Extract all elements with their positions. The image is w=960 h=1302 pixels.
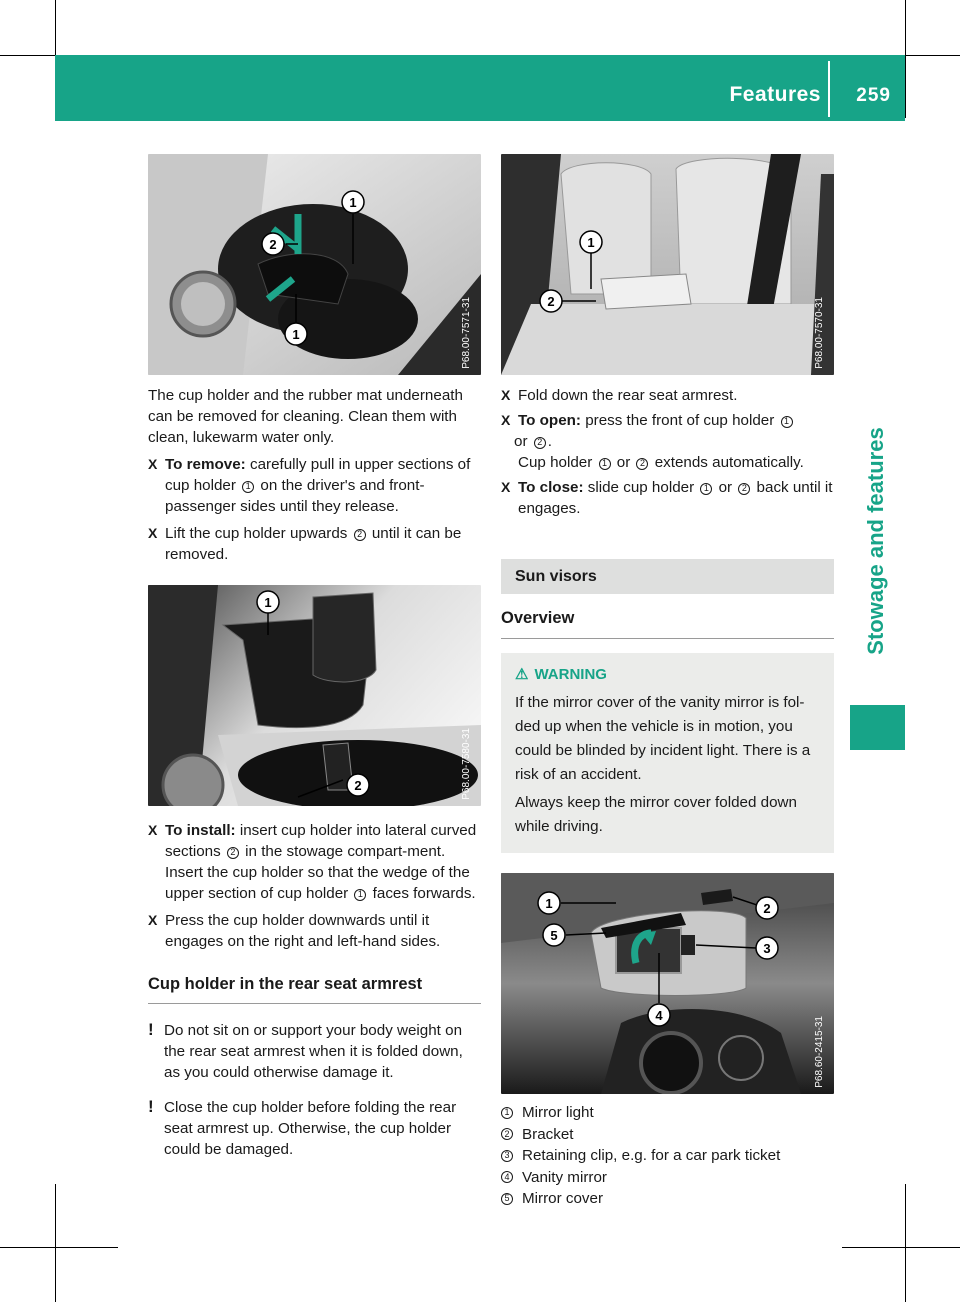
callout-2: 2 [763, 901, 771, 916]
callout-2: 2 [547, 294, 555, 309]
section-heading: Cup holder in the rear seat armrest [148, 974, 481, 1004]
note-armrest: ! Do not sit on or support your body weight on the rear seat armrest when it is folded down, as you could otherwise damage it. [148, 1020, 463, 1081]
sun-visor-illustration [501, 873, 834, 1094]
legend-number: 5 [501, 1193, 513, 1205]
callout-ref-2: 2 [636, 458, 648, 470]
legend-label: Retaining clip, e.g. for a car park ticket [522, 1147, 781, 1165]
step-arrow-icon: X [501, 412, 511, 428]
callout-ref-2: 2 [738, 483, 750, 495]
figure-code: P68.00-7580-31 [461, 728, 472, 800]
legend-label: Mirror light [522, 1104, 594, 1122]
callout-5: 5 [550, 928, 558, 943]
step-fold: X Fold down the rear seat armrest. [501, 387, 738, 404]
callout-ref-1: 1 [354, 889, 366, 901]
legend-item [501, 1167, 834, 1189]
crop-mark [905, 0, 906, 118]
warning-text: If the mirror cover of the vanity mirror is fol-ded up when the vehicle is in motion, you could be blinded by incident light. There is a risk of an accident. [515, 694, 811, 783]
warning-title: ⚠ WARNING [515, 663, 820, 687]
step-arrow-icon: X [148, 912, 158, 928]
legend-label: Vanity mirror [522, 1168, 607, 1186]
callout-3: 3 [763, 941, 771, 956]
callout-ref-1: 1 [242, 481, 254, 493]
note-close: ! Close the cup holder before folding the rear seat armrest up. Otherwise, the cup holder could be damaged. [148, 1097, 457, 1158]
step-arrow-icon: X [148, 525, 158, 541]
figure-legend [501, 1102, 834, 1210]
step-label: To remove: [165, 456, 246, 473]
notice-icon: ! [148, 1097, 154, 1116]
warning-text: Always keep the mirror cover folded down while driving. [515, 794, 797, 835]
crop-mark [842, 1247, 960, 1248]
callout-ref-1: 1 [700, 483, 712, 495]
cup-holder-install-illustration [148, 585, 481, 806]
step-arrow-icon: X [501, 387, 511, 403]
warning-triangle-icon: ⚠ [515, 666, 529, 683]
legend-label: Bracket [522, 1125, 574, 1143]
step-lift: X Lift the cup holder upwards 2 until it can be removed. [148, 525, 462, 563]
subsection-title: Overview [501, 608, 834, 639]
cup-holder-removal-illustration [148, 154, 481, 375]
legend-item [501, 1102, 834, 1124]
legend-label: Mirror cover [522, 1190, 604, 1208]
step-remove: X To remove: carefully pull in upper sections of cup holder 1 on the driver's and front-passenger sides until they release. [148, 456, 471, 515]
crop-mark [55, 1184, 56, 1302]
callout-1: 1 [264, 595, 272, 610]
chapter-title: Features [729, 83, 821, 106]
legend-item [501, 1145, 834, 1167]
step-install: X To install: insert cup holder into lateral curved sections 2 in the stowage compart-ment. Insert the cup holder so that the wedge of the upper section of cup holder 1 faces forwards. [148, 822, 477, 902]
step-label: To install: [165, 822, 236, 839]
step-arrow-icon: X [148, 822, 158, 838]
callout-ref-2: 2 [354, 529, 366, 541]
legend-number: 2 [501, 1128, 513, 1140]
step-arrow-icon: X [501, 479, 511, 495]
rear-armrest-illustration [501, 154, 834, 375]
side-tab [848, 121, 905, 701]
notice-icon: ! [148, 1020, 154, 1039]
callout-4: 4 [655, 1008, 663, 1023]
figure-cup-holder-install [148, 585, 481, 806]
figure-code: P68.00-7570-31 [814, 297, 825, 369]
warning-box [501, 653, 834, 853]
callout-1: 1 [349, 195, 357, 210]
callout-ref-2: 2 [534, 437, 546, 449]
figure-cup-holder-removal [148, 154, 481, 375]
legend-number: 4 [501, 1171, 513, 1183]
step-arrow-icon: X [148, 456, 158, 472]
side-tab-marker [850, 705, 905, 750]
legend-item [501, 1188, 834, 1210]
step-label: To close: [518, 479, 584, 496]
side-tab-label: Stowage and features [863, 427, 888, 655]
callout-1: 1 [545, 896, 553, 911]
crop-mark [905, 1184, 906, 1302]
step-press: X Press the cup holder downwards until it engages on the right and left-hand sides. [148, 912, 441, 950]
figure-rear-armrest [501, 154, 834, 375]
left-column [148, 154, 481, 1160]
figure-code: P68.60-2415-31 [814, 1016, 825, 1088]
step-label: To open: [518, 412, 581, 429]
callout-1: 1 [292, 327, 300, 342]
legend-number: 1 [501, 1107, 513, 1119]
step-open: X To open: press the front of cup holder 1 or 2 . Cup holder 1 or 2 extends automatically. [501, 412, 804, 471]
callout-2: 2 [269, 237, 277, 252]
callout-ref-2: 2 [227, 847, 239, 859]
intro-text: The cup holder and the rubber mat underneath can be removed for cleaning. Clean them with clean, lukewarm water only. [148, 387, 463, 446]
page-header [55, 55, 905, 121]
callout-2: 2 [354, 778, 362, 793]
legend-item [501, 1124, 834, 1146]
callout-ref-1: 1 [599, 458, 611, 470]
figure-code: P68.00-7571-31 [461, 297, 472, 369]
crop-mark [0, 1247, 118, 1248]
figure-sun-visor [501, 873, 834, 1094]
right-column [501, 154, 834, 1210]
step-close: X To close: slide cup holder 1 or 2 back until it engages. [501, 479, 833, 517]
section-title-sun-visors: Sun visors [501, 559, 834, 594]
page-number: 259 [856, 85, 891, 106]
callout-ref-1: 1 [781, 416, 793, 428]
header-divider [828, 61, 830, 117]
callout-1: 1 [587, 235, 595, 250]
legend-number: 3 [501, 1150, 513, 1162]
